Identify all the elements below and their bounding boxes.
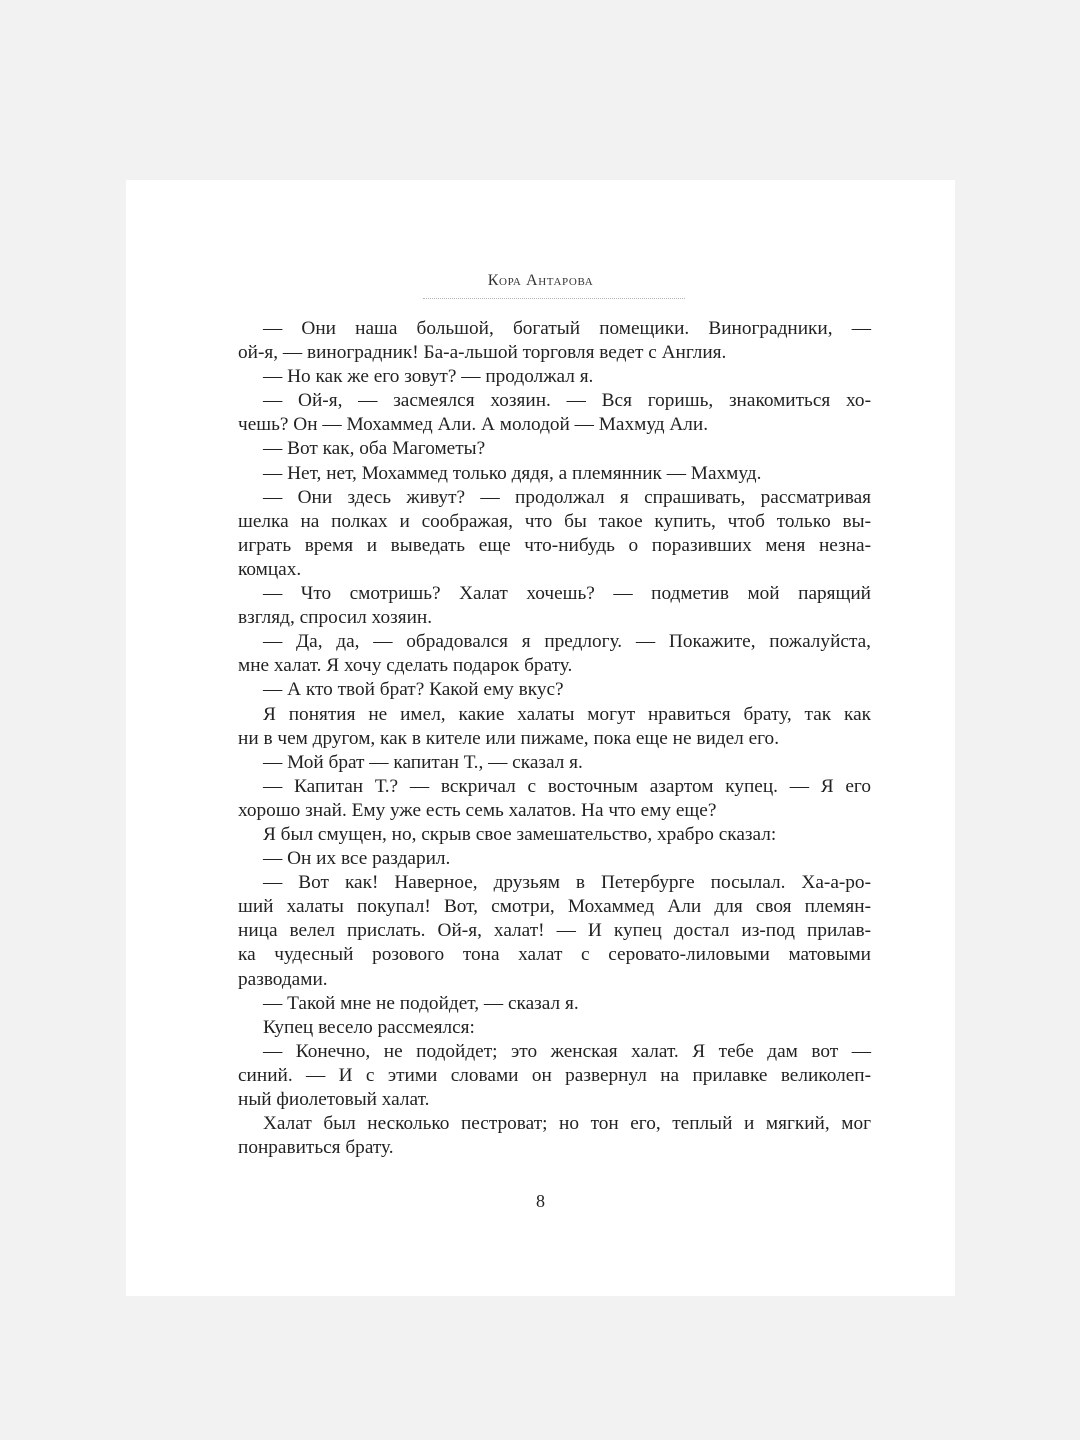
text-line: ой-я, — виноградник! Ба-а-льшой торговля ведет с Англия.: [238, 342, 727, 364]
text-line: синий. — И с этими словами он развернул на прилавке великолеп-: [238, 1064, 871, 1086]
text-line: — Вот как, оба Магометы?: [263, 438, 486, 460]
text-line: понравиться брату.: [238, 1137, 394, 1159]
text-line: — Ой-я, — засмеялся хозяин. — Вся горишь, знакомиться хо-: [263, 390, 871, 412]
text-line: хорошо знай. Ему уже есть семь халатов. На что ему еще?: [238, 799, 717, 821]
running-head-rule: [423, 298, 685, 299]
text-line: — Он их все раздарил.: [263, 848, 451, 870]
text-line: Халат был несколько пестроват; но тон его, теплый и мягкий, мог: [263, 1113, 871, 1135]
text-line: шелка на полках и соображая, что бы такое купить, чтоб только вы-: [238, 510, 871, 532]
text-line: — А кто твой брат? Какой ему вкус?: [263, 679, 564, 701]
body-text: [238, 317, 871, 1160]
text-line: — Конечно, не подойдет; это женская халат. Я тебе дам вот —: [263, 1040, 871, 1062]
text-line: — Капитан Т.? — вскричал с восточным азартом купец. — Я его: [263, 775, 871, 797]
text-line: взгляд, спросил хозяин.: [238, 607, 433, 629]
text-line: ница велел прислать. Ой-я, халат! — И купец достал из-под прилав-: [238, 920, 871, 942]
text-line: Я понятия не имел, какие халаты могут нравиться брату, так как: [263, 703, 871, 725]
text-line: мне халат. Я хочу сделать подарок брату.: [238, 655, 573, 677]
text-line: чешь? Он — Мохаммед Али. А молодой — Махмуд Али.: [238, 414, 709, 436]
text-line: — Нет, нет, Мохаммед только дядя, а племянник — Махмуд.: [263, 462, 762, 484]
text-line: ный фиолетовый халат.: [238, 1089, 430, 1110]
text-line: — Такой мне не подойдет, — сказал я.: [263, 992, 579, 1014]
text-line: — Вот как! Наверное, друзьям в Петербурге посылал. Ха-а-ро-: [263, 872, 871, 894]
text-line: ни в чем другом, как в кителе или пижаме, пока еще не видел его.: [238, 727, 780, 749]
text-line: Купец весело рассмеялся:: [263, 1016, 475, 1038]
text-line: — Они наша большой, богатый помещики. Виноградники, —: [263, 318, 871, 339]
text-line: играть время и выведать еще что-нибудь о поразивших меня незна-: [238, 534, 871, 556]
text-line: — Да, да, — обрадовался я предлогу. — Покажите, пожалуйста,: [263, 631, 871, 653]
text-line: Я был смущен, но, скрыв свое замешательство, храбро сказал:: [263, 823, 777, 845]
text-line: — Мой брат — капитан Т., — сказал я.: [263, 751, 583, 773]
text-line: разводами.: [238, 968, 328, 990]
text-line: ший халаты покупал! Вот, смотри, Мохаммед Али для своя племян-: [238, 896, 871, 918]
book-page: [126, 180, 955, 1296]
text-line: — Но как же его зовут? — продолжал я.: [263, 366, 594, 388]
page-number: 8: [536, 1191, 545, 1211]
text-line: — Они здесь живут? — продолжал я спрашивать, рассматривая: [263, 486, 871, 508]
running-head: Кора Антарова: [487, 272, 594, 289]
text-line: — Что смотришь? Халат хочешь? — подметив мой парящий: [263, 583, 871, 605]
text-line: ка чудесный розового тона халат с серовато-лиловыми матовыми: [238, 944, 871, 966]
text-line: комцах.: [238, 558, 302, 580]
